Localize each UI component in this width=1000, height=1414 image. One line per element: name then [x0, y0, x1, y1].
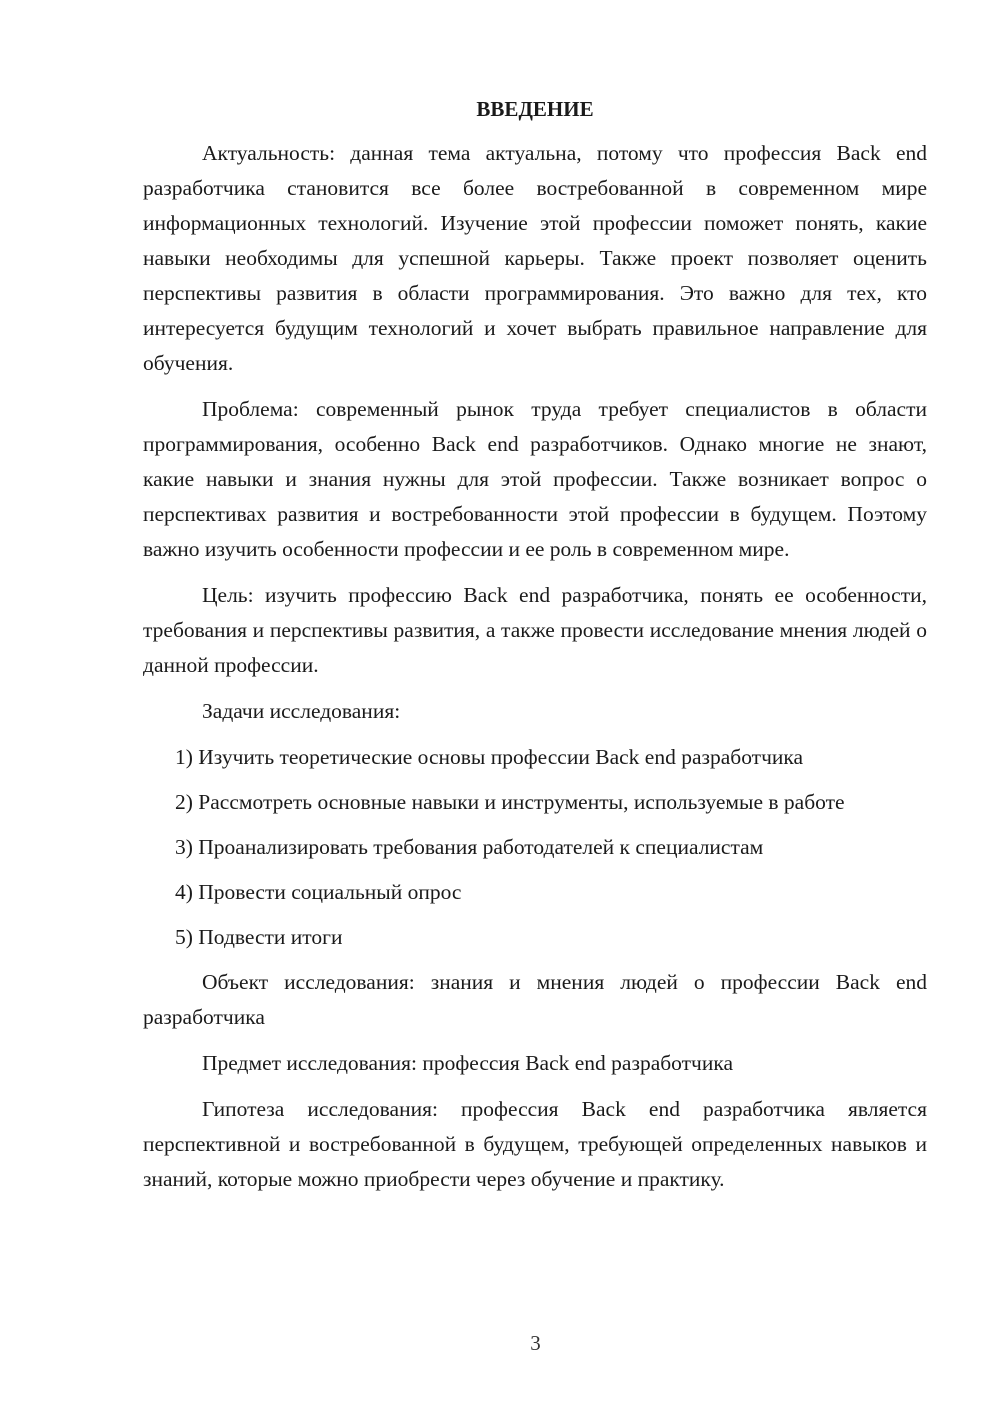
task-item-5: 5) Подвести итоги	[175, 925, 343, 949]
page-number: 3	[530, 1331, 541, 1355]
task-item-3: 3) Проанализировать требования работодателей к специалистам	[175, 835, 764, 859]
tasks-heading: Задачи исследования:	[202, 699, 401, 723]
object-paragraph: Объект исследования: знания и мнения людей о профессии Back end разработчика	[143, 970, 927, 1029]
document-page	[143, 92, 927, 1208]
task-item-1: 1) Изучить теоретические основы профессии Back end разработчика	[175, 745, 804, 769]
hypothesis-paragraph: Гипотеза исследования: профессия Back end разработчика является перспективной и востребованной в будущем, требующей определенных навыков и знаний, которые можно приобрести через обучение и практику.	[143, 1097, 927, 1191]
goal-paragraph: Цель: изучить профессию Back end разработчика, понять ее особенности, требования и перспективы развития, а также провести исследование мнения людей о данной профессии.	[143, 583, 927, 677]
section-title: ВВЕДЕНИЕ	[476, 97, 594, 121]
relevance-paragraph: Актуальность: данная тема актуальна, потому что профессия Back end разработчика становится все более востребованной в современном мире информационных технологий. Изучение этой профессии поможет понять, какие навыки необходимы для успешной карьеры. Также проект позволяет оценить перспективы развития в области программирования. Это важно для тех, кто интересуется будущим технологий и хочет выбрать правильное направление для обучения.	[143, 141, 927, 375]
task-item-4: 4) Провести социальный опрос	[175, 880, 462, 904]
subject-paragraph: Предмет исследования: профессия Back end разработчика	[202, 1051, 734, 1075]
task-item-2: 2) Рассмотреть основные навыки и инструменты, используемые в работе	[175, 790, 845, 814]
problem-paragraph: Проблема: современный рынок труда требует специалистов в области программирования, особенно Back end разработчиков. Однако многие не знают, какие навыки и знания нужны для этой профессии. Также возникает вопрос о перспективах развития и востребованности этой профессии в будущем. Поэтому важно изучить особенности профессии и ее роль в современном мире.	[143, 397, 927, 561]
